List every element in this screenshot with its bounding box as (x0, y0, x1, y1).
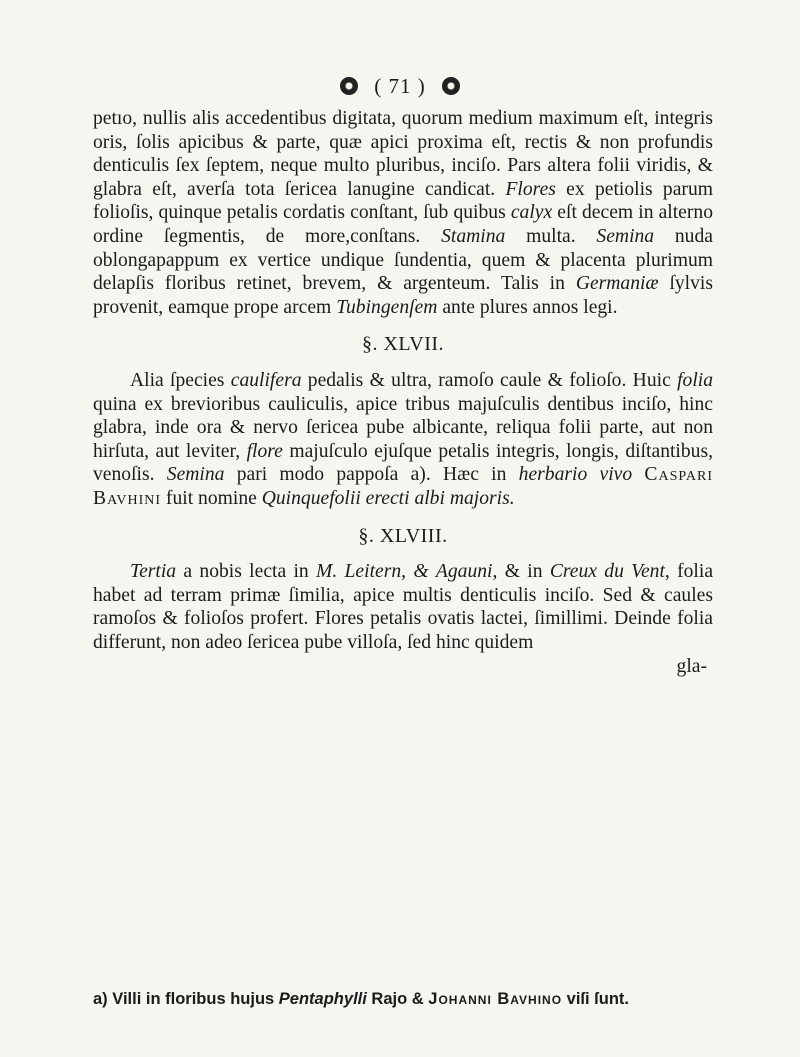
text-run: , (401, 561, 414, 583)
body-text (93, 107, 713, 679)
italic-run: Semina (166, 464, 225, 486)
italic-run: Agauni (435, 561, 493, 583)
paragraph-2 (93, 369, 713, 511)
text-run: fuit nomine (161, 487, 262, 509)
text-run: ante plures annos legi. (437, 296, 618, 318)
text-run: eſt decem in alterno ordine ſegmentis, de more,conſtans. (93, 202, 714, 247)
page-header (0, 74, 800, 99)
text-run: multa. (505, 225, 597, 247)
text-run: nuda oblongapappum ex vertice undique ſundentia, quem & placenta plurimum delapſis floribus retinet, brevem, & argenteum. Talis in (93, 225, 713, 295)
italic-run: Flores (505, 178, 556, 200)
small-caps-run: Caspari Bavhini (93, 464, 713, 509)
italic-run: & (413, 561, 429, 583)
text-run: ſylvis provenit, eamque prope arcem (93, 273, 713, 318)
text-run: ex petiolis parum folioſis, quinque petalis cordatis conſtant, ſub quibus (93, 178, 713, 224)
text-run: a) Villi in floribus hujus (93, 990, 279, 1008)
page-number: ( 71 ) (374, 74, 426, 98)
text-run: , folia habet ad terram primæ ſimilia, apice multis denticulis inciſo. Sed & caules ramoſos & folioſos profert. Flores petalis ovatis lactei, ſimillimi. Deinde folia differunt, non adeo ſericea pube villoſa, ſed hinc quidem (93, 561, 714, 653)
text-run: pedalis & ultra, ramoſo caule & folioſo. Huic (301, 369, 678, 391)
italic-run: Tertia (130, 561, 177, 583)
italic-run: M. Leitern (316, 561, 402, 583)
italic-run: herbario vivo (518, 464, 633, 486)
text-run (632, 464, 644, 485)
text-run: , & in (492, 561, 550, 583)
section-heading-xlviii: §. XLVIII. (358, 524, 448, 547)
italic-run: Quinquefolii erecti albi majoris. (261, 487, 515, 509)
text-run: Rajo & (366, 990, 429, 1008)
paragraph-3 (93, 560, 713, 654)
text-run: viſi ſunt. (562, 990, 629, 1008)
italic-run: Creux du Vent (549, 561, 665, 583)
text-run: petıo, nullis alis accedentibus digitata, quorum medium maximum eſt, integris oris, ſolis apicibus & parte, quæ apici proxima eſt, rectis & non profundis denticulis ſex ſeptem, neque multo pluribus, inciſo. Pars altera folii viridis, & glabra eſt, averſa tota ſericea lanugine candicat. (93, 108, 713, 200)
text-run: majuſculo ejuſque petalis integris, longis, diſtantibus, venoſis. (93, 440, 713, 486)
italic-run: Germaniæ (575, 273, 659, 295)
italic-run: Semina (596, 225, 655, 247)
section-heading-xlvii: §. XLVII. (361, 333, 445, 356)
paragraph-1 (93, 107, 713, 319)
left-ornament-icon (340, 77, 358, 95)
italic-run: Tubingenſem (336, 296, 438, 318)
text-run: Alia ſpecies (130, 369, 231, 391)
text-run: pari modo pappoſa a). Hæc in (224, 464, 519, 486)
footnote (93, 989, 713, 1009)
italic-run: Stamina (441, 225, 506, 247)
small-caps-run: Johanni Bavhino (428, 990, 563, 1008)
catchword: gla- (676, 656, 707, 678)
right-ornament-icon (442, 77, 460, 95)
italic-run: flore (246, 440, 283, 462)
text-run: quina ex brevioribus cauliculis, apice tribus majuſculis dentibus inciſo, hinc glabra, inde ora & nervo ſericea pube albicante, reliqua folii parte, aut non hirſuta, aut leviter, (93, 393, 713, 462)
italic-run: Pentaphylli (278, 990, 367, 1008)
text-run (429, 561, 436, 582)
italic-run: caulifera (230, 369, 302, 391)
italic-run: folia (677, 369, 714, 391)
italic-run: calyx (510, 202, 553, 224)
text-run: a nobis lecta in (176, 561, 317, 583)
